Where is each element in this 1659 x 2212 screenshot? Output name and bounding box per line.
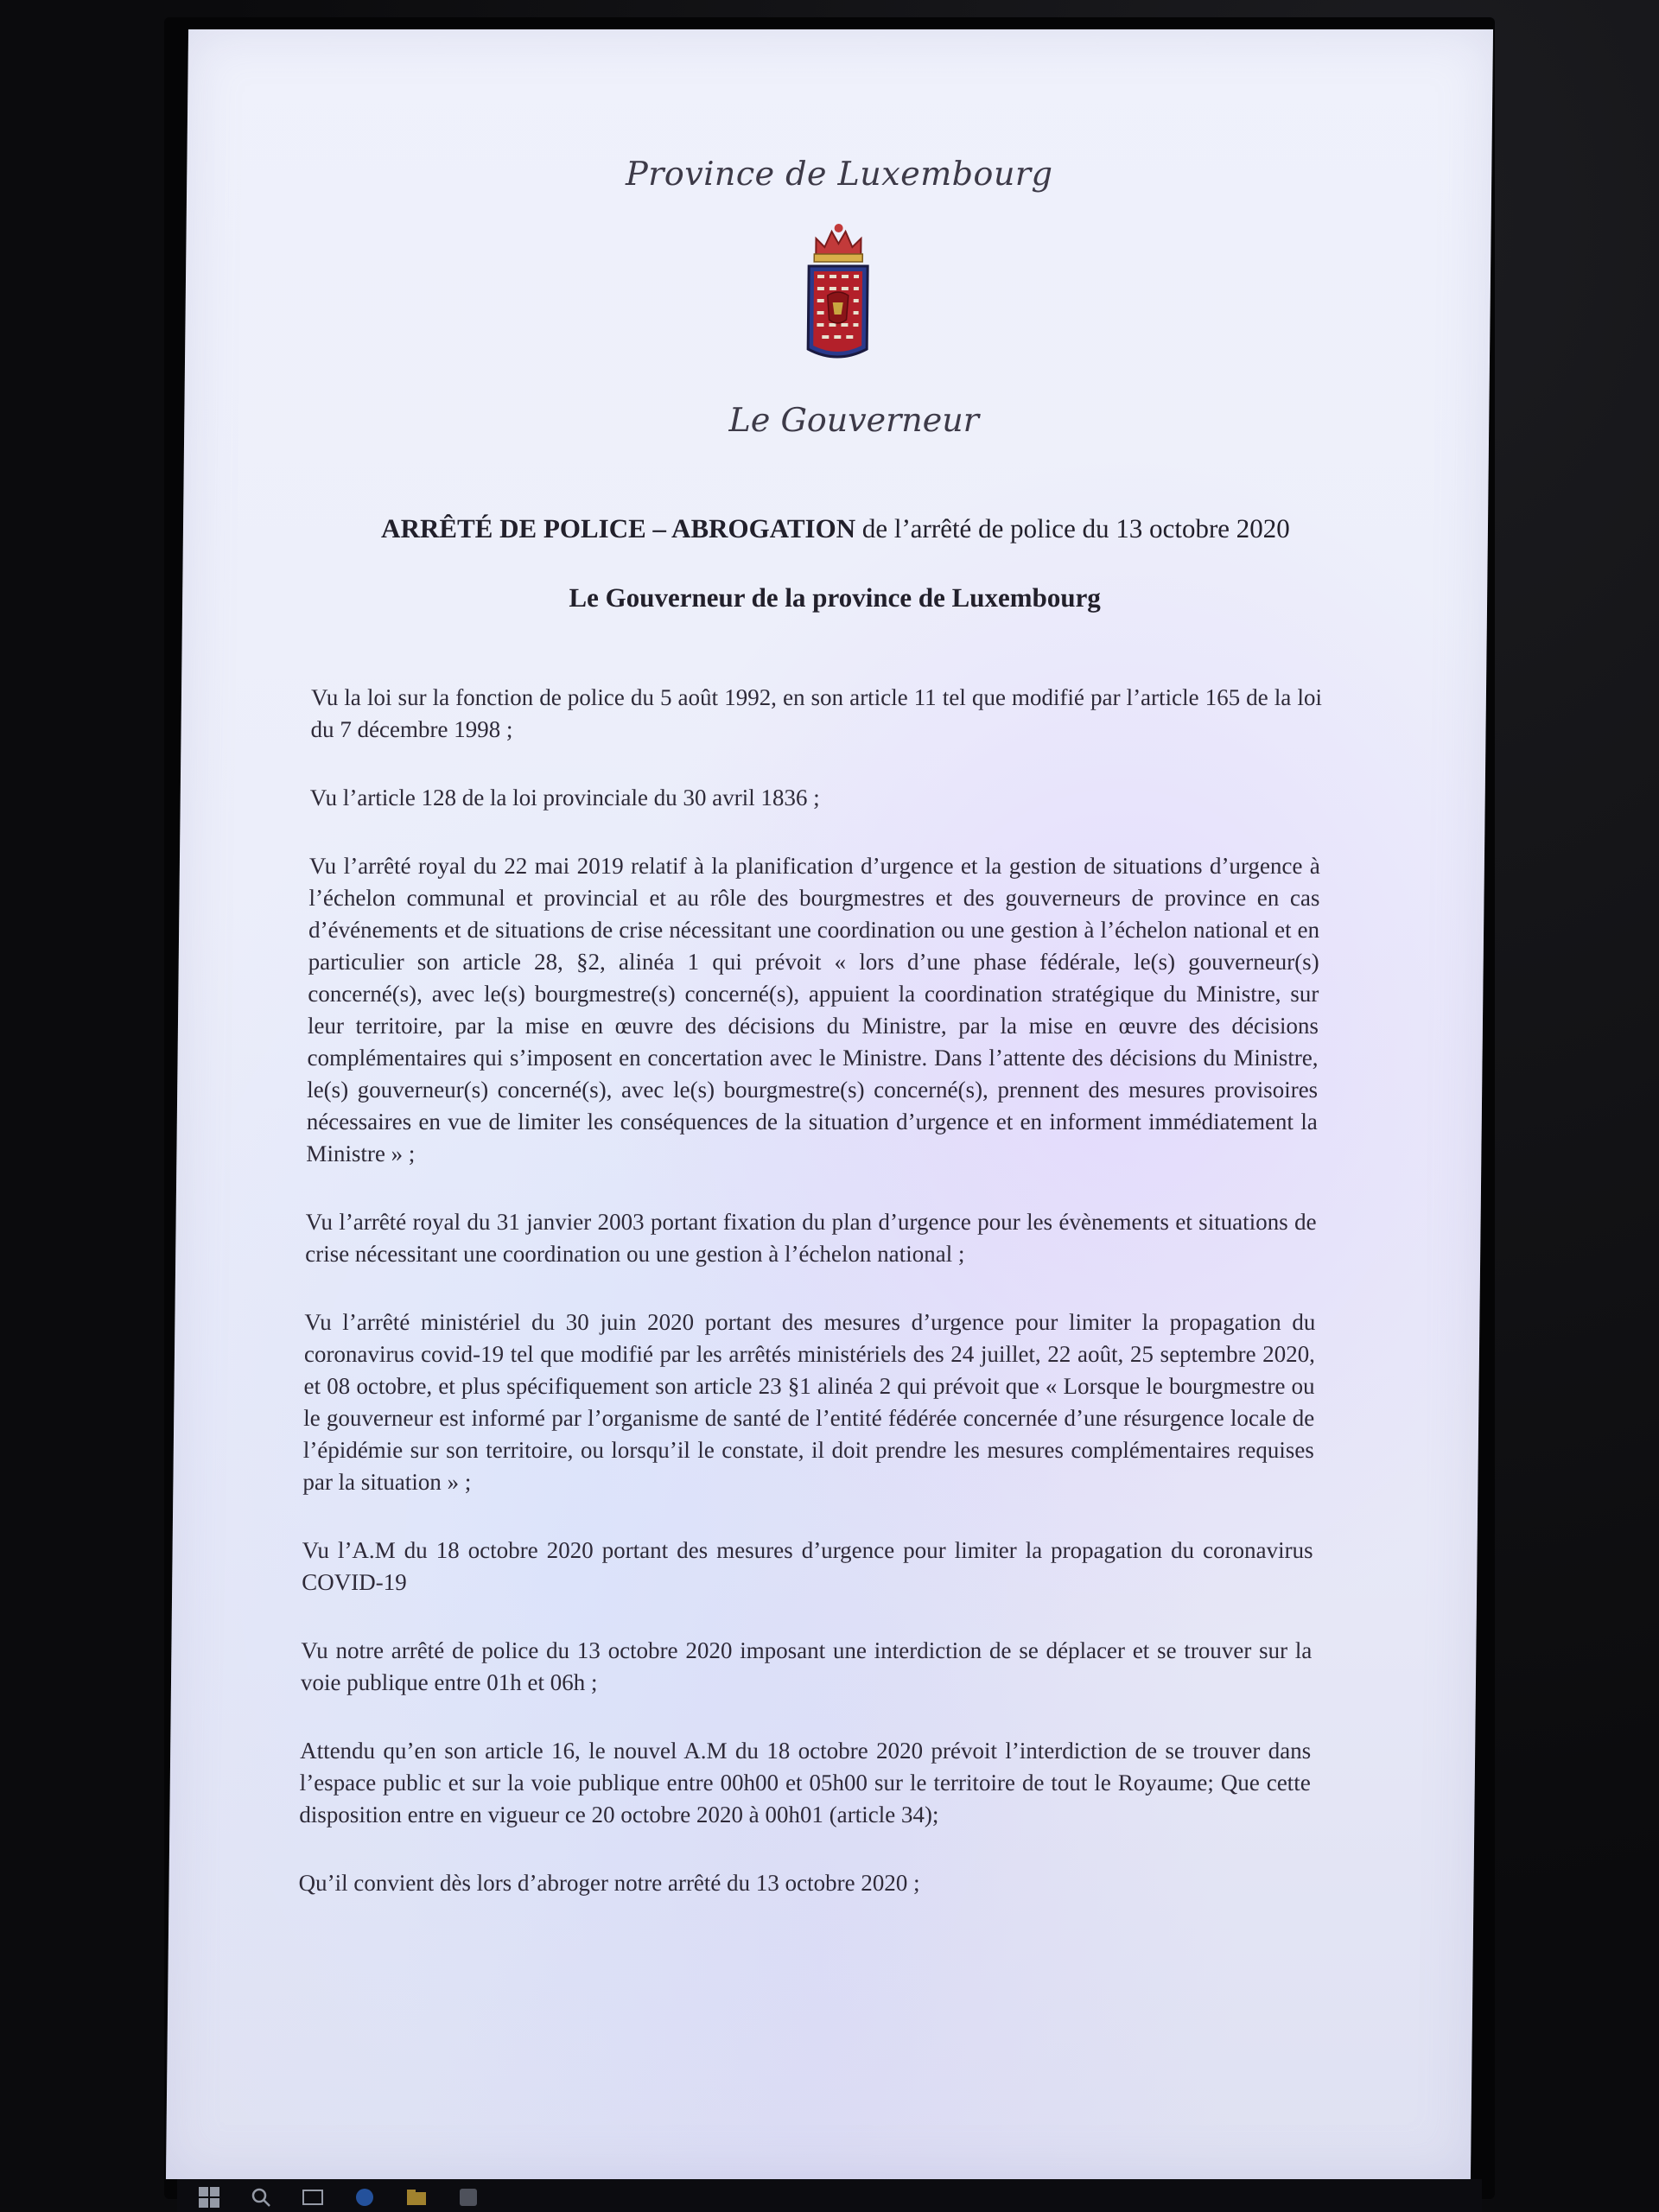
search-icon[interactable]: [250, 2186, 272, 2209]
paragraph: Vu la loi sur la fonction de police du 5 août 1992, en son article 11 tel que modifié par l’article 165 de la loi du 7 décembre 1998 ;: [310, 684, 1323, 742]
paragraph: Vu l’arrêté royal du 31 janvier 2003 portant fixation du plan d’urgence pour les évènements et situations de crise nécessitant une coordination ou une gestion à l’échelon national ;: [305, 1209, 1317, 1267]
paragraph: Vu l’arrêté royal du 22 mai 2019 relatif à la planification d’urgence et la gestion de situations d’urgence à l’échelon communal et provincial et au rôle des bourgmestres et des gouverneurs de province en cas d’événements et de situations de crise nécessitant une coordination ou une gestion à l’échelon national et en particulier son article 28, §2, alinéa 1 qui prévoit « lors d’une phase fédérale, le(s) gouverneur(s) concerné(s), avec le(s) bourgmestre(s) concerné(s), appuient la coordination stratégique du Ministre, sur leur territoire, par la mise en œuvre des décisions du Ministre, par la mise en œuvre des décisions complémentaires qui s’imposent en concertation avec le Ministre. Dans l’attente des décisions du Ministre, le(s) gouverneur(s) concerné(s), avec le(s) bourgmestre(s) concerné(s), prennent des mesures provisoires nécessaires en vue de limiter les conséquences de la situation d’urgence et en informent immédiatement la Ministre » ;: [306, 853, 1321, 1166]
app-icon[interactable]: [457, 2186, 480, 2209]
file-explorer-icon[interactable]: [405, 2186, 428, 2209]
windows-start-icon[interactable]: [198, 2186, 220, 2209]
task-view-icon[interactable]: [302, 2186, 324, 2209]
document-subtitle: Le Gouverneur de la province de Luxembourg: [569, 582, 1102, 613]
browser-icon[interactable]: [353, 2186, 376, 2209]
title-rest: de l’arrêté de police du 13 octobre 2020: [861, 513, 1290, 543]
paragraph: Vu l’arrêté ministériel du 30 juin 2020 portant des mesures d’urgence pour limiter la propagation du coronavirus covid-19 tel que modifié par les arrêtés ministériels des 24 juillet, 22 août, 25 septembre 2020, et 08 octobre, et plus spécifiquement son article 23 §1 alinéa 2 qui prévoit que « Lorsque le bourgmestre ou le gouverneur est informé par l’organisme de santé de l’entité fédérée concernée d’une résurgence locale de l’épidémie sur son territoire, ou lorsqu’il le constate, il doit prendre les mesures complémentaires requises par la situation » ;: [302, 1309, 1316, 1495]
coat-of-arms-icon: [803, 219, 874, 366]
governor-signature-heading: Le Gouverneur: [728, 401, 980, 439]
taskbar: [177, 2179, 1482, 2212]
paragraph: Vu notre arrêté de police du 13 octobre 2020 imposant une interdiction de se déplacer et se trouver sur la voie publique entre 01h et 06h ;: [300, 1637, 1313, 1695]
document-title: [183, 513, 1488, 544]
document-page: [166, 29, 1493, 2179]
title-bold-part: ARRÊTÉ DE POLICE – ABROGATION: [380, 513, 856, 543]
document-screen: [166, 29, 1493, 2179]
province-heading: Province de Luxembourg: [625, 155, 1053, 193]
paragraph: Vu l’A.M du 18 octobre 2020 portant des mesures d’urgence pour limiter la propagation du coronavirus COVID-19: [302, 1537, 1313, 1595]
document-body: [298, 682, 1322, 1936]
paragraph: Vu l’article 128 de la loi provinciale du 30 avril 1836 ;: [309, 785, 820, 810]
paragraph: Attendu qu’en son article 16, le nouvel A.M du 18 octobre 2020 prévoit l’interdiction de se trouver dans l’espace public et sur la voie publique entre 00h00 et 05h00 sur le territoire de tout le Royaume; Que cette disposition entre en vigueur ce 20 octobre 2020 à 00h01 (article 34);: [299, 1738, 1312, 1827]
paragraph: Qu’il convient dès lors d’abroger notre arrêté du 13 octobre 2020 ;: [298, 1870, 920, 1896]
